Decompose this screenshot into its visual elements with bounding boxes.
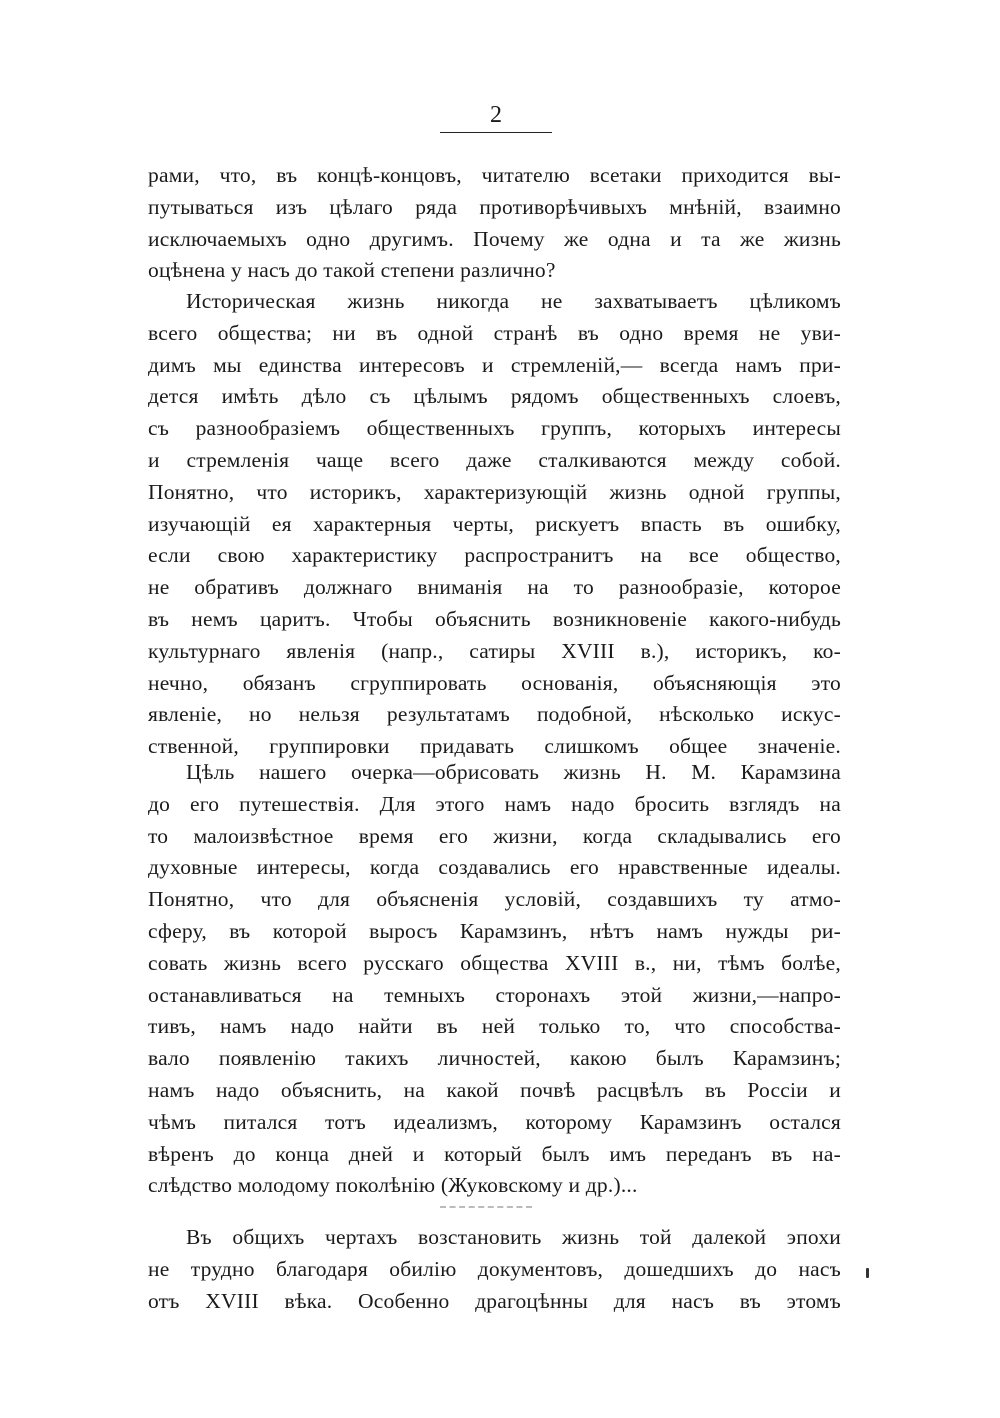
paragraph-continuation — [148, 160, 841, 287]
text-line: вѣренъ до конца дней и который былъ имъ переданъ въ на- — [148, 1141, 841, 1166]
page-number: 2 — [490, 102, 502, 128]
text-line: вало появленію такихъ личностей, какою былъ Карамзинъ; — [148, 1046, 841, 1071]
text-line: совать жизнь всего русскаго общества XVIII в., ни, тѣмъ болѣе, — [148, 950, 841, 975]
text-line: всего общества; ни въ одной странѣ въ одно время не уви- — [148, 320, 841, 345]
text-line: не трудно благодаря обилію документовъ, дошедшихъ до насъ — [148, 1256, 841, 1281]
text-line: тивъ, намъ надо найти въ ней только то, что способства- — [148, 1014, 841, 1039]
text-line: Цѣль нашего очерка—обрисовать жизнь Н. М. Карамзина — [186, 760, 841, 784]
text-line: въ немъ царитъ. Чтобы объяснить возникновеніе какого-нибудь — [148, 606, 841, 631]
text-line: съ разнообразіемъ общественныхъ группъ, которыхъ интересы — [148, 416, 841, 441]
text-line: исключаемыхъ одно другимъ. Почему же одна и та же жизнь — [148, 226, 841, 251]
text-line: дется имѣть дѣло съ цѣлымъ рядомъ общественныхъ слоевъ, — [148, 384, 841, 409]
text-line: Историческая жизнь никогда не захватываетъ цѣликомъ — [186, 289, 841, 313]
text-line: нечно, обязанъ сгруппировать основанія, объясняющія это — [148, 670, 841, 695]
text-line: сферу, въ которой выросъ Карамзинъ, нѣтъ намъ нужды ри- — [148, 918, 841, 943]
text-line: культурнаго явленія (напр., сатиры XVIII в.), историкъ, ко- — [148, 638, 841, 663]
text-line: отъ XVIII вѣка. Особенно драгоцѣнны для насъ въ этомъ — [148, 1288, 841, 1313]
paragraph-essay-goal — [148, 757, 841, 1202]
text-line: чѣмъ питался тотъ идеализмъ, которому Карамзинъ остался — [148, 1109, 841, 1134]
section-separator — [440, 1206, 532, 1208]
text-line: намъ надо объяснить, на какой почвѣ расцвѣлъ въ Россіи и — [148, 1077, 841, 1102]
header-rule — [440, 132, 552, 133]
text-line: рами, что, въ концѣ-концовъ, читателю всетаки приходится вы- — [148, 163, 841, 187]
text-line: слѣдство молодому поколѣнію (Жуковскому и др.)... — [148, 1173, 638, 1198]
text-line: Понятно, что историкъ, характеризующій жизнь одной группы, — [148, 479, 841, 504]
text-line: если свою характеристику распространитъ на все общество, — [148, 543, 841, 568]
text-line: духовные интересы, когда создавались его нравственные идеалы. — [148, 855, 841, 880]
paragraph-historical-life — [148, 286, 841, 763]
text-line: явленіе, но нельзя результатамъ подобной, нѣсколько искус- — [148, 702, 841, 727]
text-line: Понятно, что для объясненія условій, создавшихъ ту атмо- — [148, 887, 841, 912]
margin-mark — [866, 1268, 869, 1278]
text-line: димъ мы единства интересовъ и стремленій,— всегда намъ при- — [148, 352, 841, 377]
text-line: останавливаться на темныхъ сторонахъ этой жизни,—напро- — [148, 982, 841, 1007]
text-line: путываться изъ цѣлаго ряда противорѣчивыхъ мнѣній, взаимно — [148, 194, 841, 219]
paragraph-general-features — [148, 1222, 841, 1317]
text-line: то малоизвѣстное время его жизни, когда складывались его — [148, 823, 841, 848]
text-line: оцѣнена у насъ до такой степени различно? — [148, 258, 556, 283]
text-line: не обративъ должнаго вниманія на то разнообразіе, которое — [148, 575, 841, 600]
text-line: изучающій ея характерныя черты, рискуетъ впасть въ ошибку, — [148, 511, 841, 536]
text-line: Въ общихъ чертахъ возстановить жизнь той далекой эпохи — [186, 1225, 841, 1249]
text-line: и стремленія чаще всего даже сталкиваются между собой. — [148, 447, 841, 472]
text-line: до его путешествія. Для этого намъ надо бросить взглядъ на — [148, 791, 841, 816]
text-line: ственной, группировки придавать слишкомъ общее значеніе. — [148, 734, 841, 759]
